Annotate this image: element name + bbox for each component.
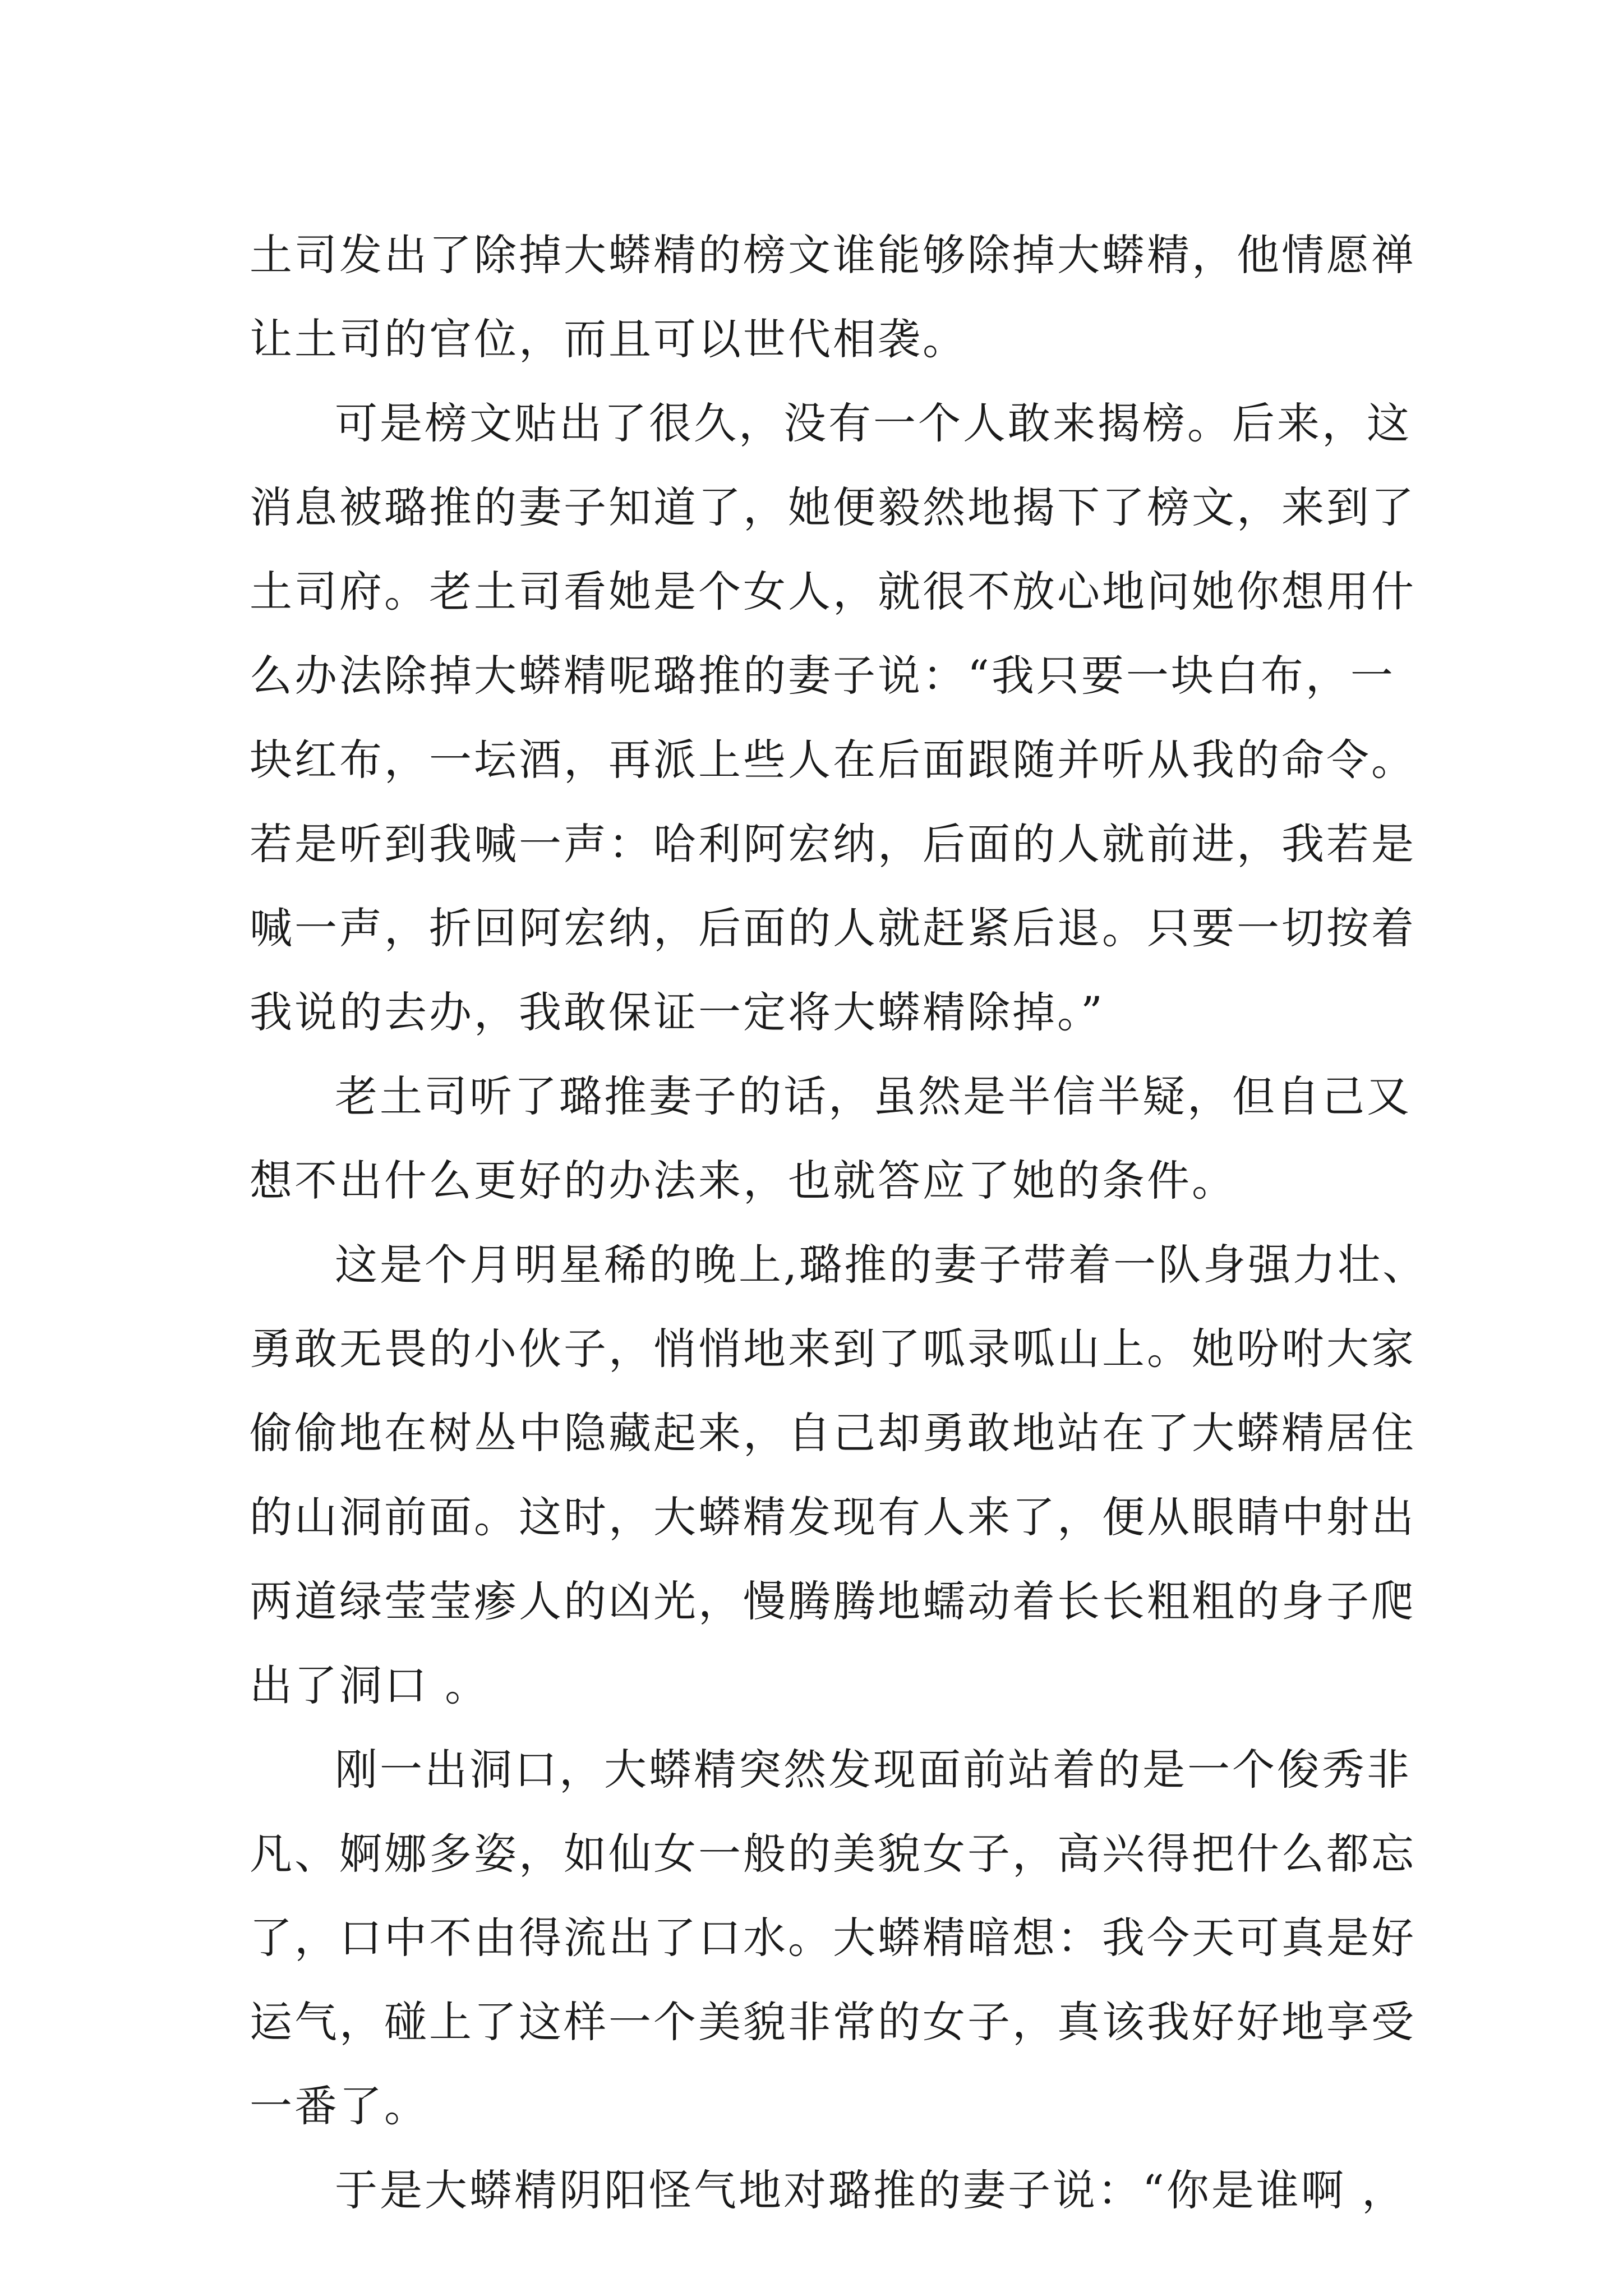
text-line: 块红布，一坛酒，再派上些人在后面跟随并听从我的命令。 xyxy=(250,735,1416,785)
text-line: 消息被璐推的妻子知道了，她便毅然地揭下了榜文，来到了 xyxy=(250,482,1416,532)
text-line: 两道绿莹莹瘆人的凶光，慢腾腾地蠕动着长长粗粗的身子爬 xyxy=(250,1576,1416,1626)
body-text xyxy=(250,213,1428,2233)
text-line: 土司发出了除掉大蟒精的榜文谁能够除掉大蟒精，他情愿禅 xyxy=(250,230,1416,280)
text-line: 我说的去办，我敢保证一定将大蟒精除掉。” xyxy=(250,987,1105,1037)
text-line: 运气，碰上了这样一个美貌非常的女子，真该我好好地享受 xyxy=(250,1997,1416,2047)
text-line: 出了洞口 。 xyxy=(250,1660,490,1710)
text-line: 一番了。 xyxy=(250,2081,429,2131)
text-line: 让土司的官位，而且可以世代相袭。 xyxy=(250,314,967,364)
text-line: 于是大蟒精阴阳怪气地对璐推的妻子说：“你是谁啊 ， xyxy=(335,2165,1407,2215)
text-line: 刚一出洞口，大蟒精突然发现面前站着的是一个俊秀非 xyxy=(335,1745,1412,1795)
text-line: 喊一声，折回阿宏纳，后面的人就赶紧后退。只要一切按着 xyxy=(250,903,1416,953)
text-line: 勇敢无畏的小伙子，悄悄地来到了呱录呱山上。她吩咐大家 xyxy=(250,1324,1416,1374)
text-line: 若是听到我喊一声：哈利阿宏纳，后面的人就前进，我若是 xyxy=(250,819,1416,869)
text-line: 偷偷地在树丛中隐藏起来，自己却勇敢地站在了大蟒精居住 xyxy=(250,1408,1416,1458)
text-line: 凡、婀娜多姿，如仙女一般的美貌女子，高兴得把什么都忘 xyxy=(250,1829,1416,1879)
text-line: 么办法除掉大蟒精呢璐推的妻子说：“我只要一块白布，一 xyxy=(250,651,1395,701)
text-line: 这是个月明星稀的晚上,璐推的妻子带着一队身强力壮、 xyxy=(335,1240,1428,1290)
text-line: 老土司听了璐推妻子的话，虽然是半信半疑，但自己又 xyxy=(335,1071,1412,1121)
text-line: 了，口中不由得流出了口水。大蟒精暗想：我今天可真是好 xyxy=(250,1913,1416,1963)
text-line: 想不出什么更好的办法来，也就答应了她的条件。 xyxy=(250,1156,1237,1205)
text-line: 可是榜文贴出了很久，没有一个人敢来揭榜。后来，这 xyxy=(335,398,1412,448)
text-line: 的山洞前面。这时，大蟒精发现有人来了，便从眼睛中射出 xyxy=(250,1492,1416,1542)
text-line: 土司府。老土司看她是个女人，就很不放心地问她你想用什 xyxy=(250,567,1416,616)
